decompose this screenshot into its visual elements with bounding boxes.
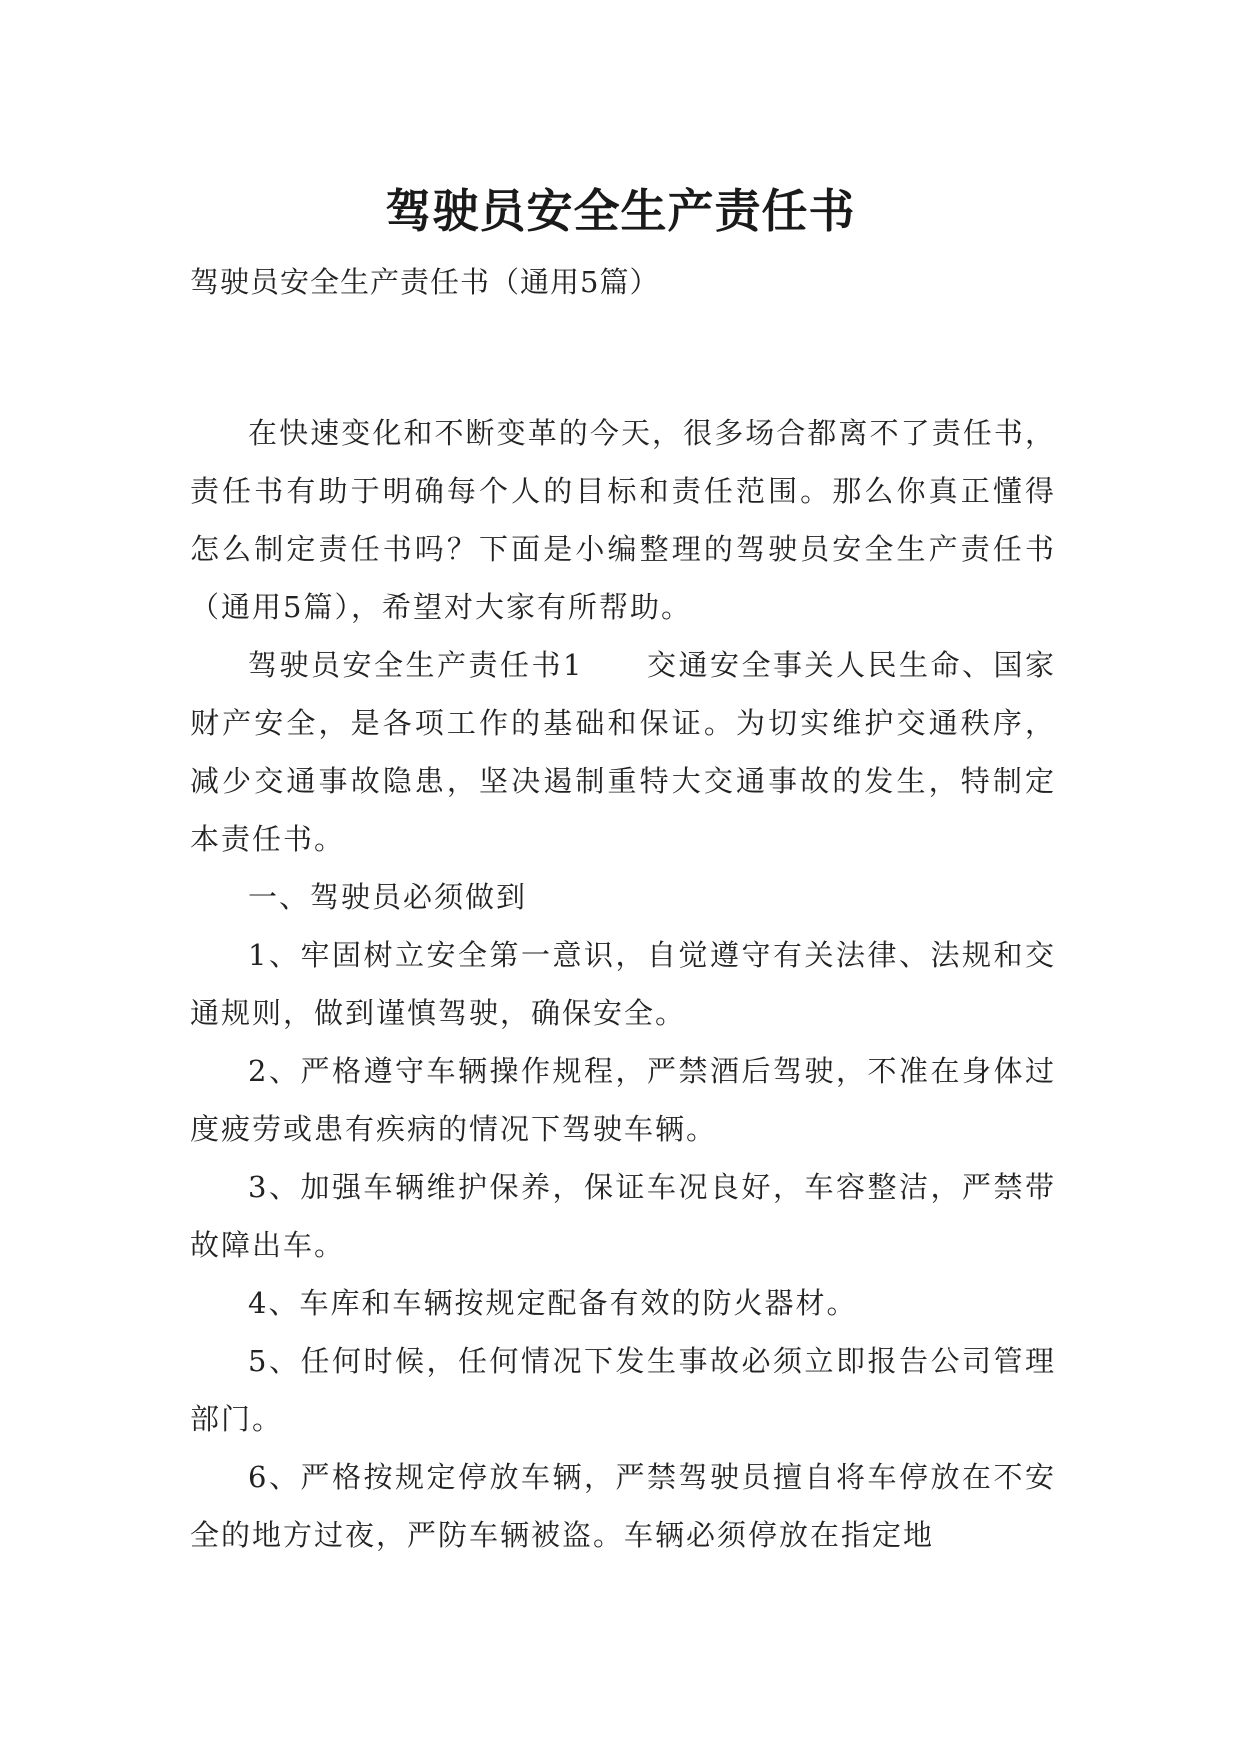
document-subtitle: 驾驶员安全生产责任书（通用5篇） bbox=[190, 265, 660, 299]
document-body bbox=[190, 404, 1056, 1564]
paragraph-section-1: 驾驶员安全生产责任书1 交通安全事关人民生命、国家财产安全，是各项工作的基础和保证。为切实维护交通秩序，减少交通事故隐患，坚决遏制重特大交通事故的发生，特制定本责任书。 bbox=[190, 648, 1056, 856]
paragraph-item-5: 5、任何时候，任何情况下发生事故必须立即报告公司管理部门。 bbox=[190, 1344, 1056, 1436]
paragraph-item-3: 3、加强车辆维护保养，保证车况良好，车容整洁，严禁带故障出车。 bbox=[190, 1170, 1056, 1262]
paragraph-item-4: 4、车库和车辆按规定配备有效的防火器材。 bbox=[248, 1286, 858, 1320]
paragraph-item-1: 1、牢固树立安全第一意识，自觉遵守有关法律、法规和交通规则，做到谨慎驾驶，确保安全。 bbox=[190, 938, 1056, 1030]
paragraph-item-2: 2、严格遵守车辆操作规程，严禁酒后驾驶，不准在身体过度疲劳或患有疾病的情况下驾驶车辆。 bbox=[190, 1054, 1056, 1146]
paragraph-intro: 在快速变化和不断变革的今天，很多场合都离不了责任书，责任书有助于明确每个人的目标和责任范围。那么你真正懂得怎么制定责任书吗？下面是小编整理的驾驶员安全生产责任书（通用5篇），希望对大家有所帮助。 bbox=[190, 416, 1056, 624]
paragraph-item-6: 6、严格按规定停放车辆，严禁驾驶员擅自将车停放在不安全的地方过夜，严防车辆被盗。车辆必须停放在指定地 bbox=[190, 1460, 1056, 1552]
paragraph-heading-driver: 一、驾驶员必须做到 bbox=[248, 880, 528, 914]
page-title: 驾驶员安全生产责任书 bbox=[385, 183, 856, 238]
